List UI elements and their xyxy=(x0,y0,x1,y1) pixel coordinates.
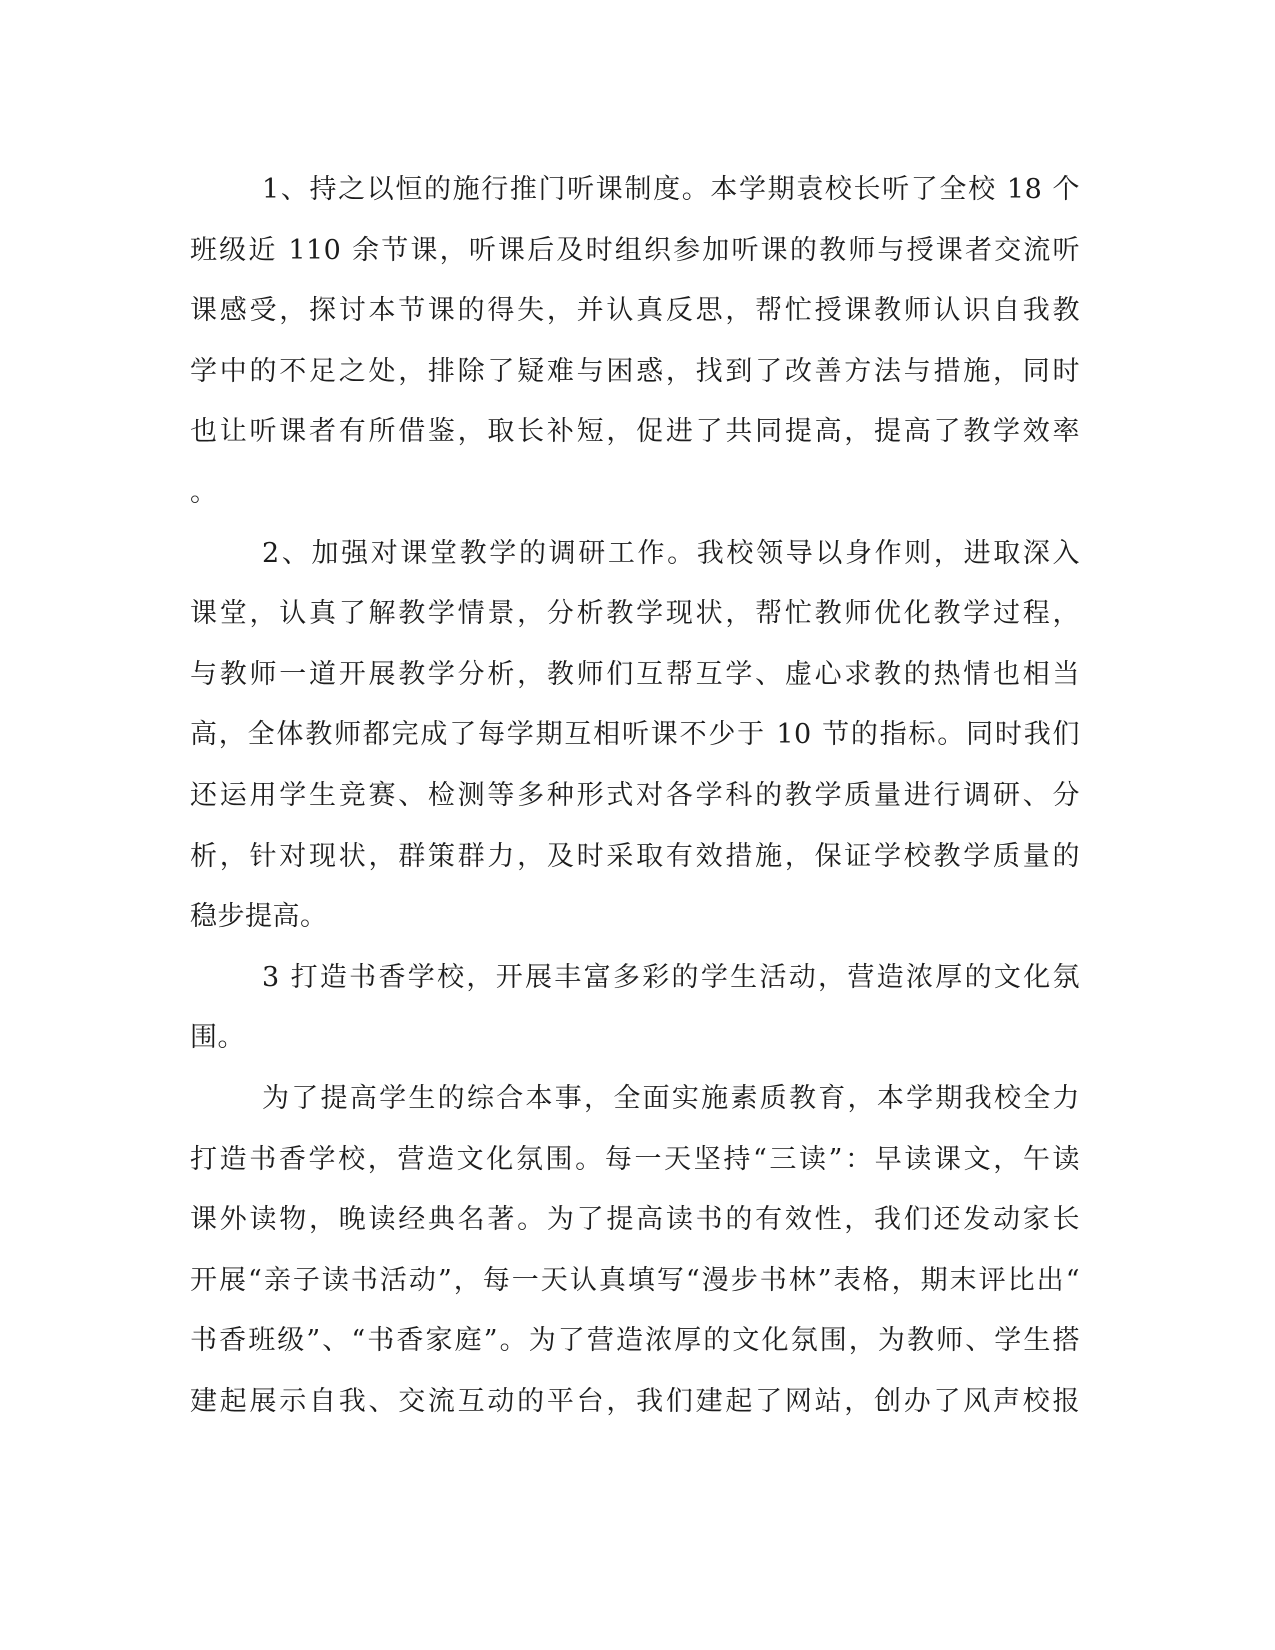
text-line: 学中的不足之处，排除了疑难与困惑，找到了改善方法与措施，同时 xyxy=(190,355,1080,387)
text-line: 为了提高学生的综合本事，全面实施素质教育，本学期我校全力 xyxy=(262,1082,1080,1114)
text-line: 打造书香学校，营造文化氛围。每一天坚持“三读”：早读课文，午读 xyxy=(190,1143,1080,1175)
text-line: 高，全体教师都完成了每学期互相听课不少于 10 节的指标。同时我们 xyxy=(190,719,1080,751)
text-line: 也让听课者有所借鉴，取长补短，促进了共同提高，提高了教学效率 xyxy=(190,416,1080,448)
text-line: 课感受，探讨本节课的得失，并认真反思，帮忙授课教师认识自我教 xyxy=(190,295,1080,327)
text-line: 析，针对现状，群策群力，及时采取有效措施，保证学校教学质量的 xyxy=(190,840,1080,872)
text-line: 1、持之以恒的施行推门听课制度。本学期袁校长听了全校 18 个 xyxy=(262,174,1080,205)
text-line: 2、加强对课堂教学的调研工作。我校领导以身作则，进取深入 xyxy=(262,537,1080,569)
text-line: 。 xyxy=(190,476,218,508)
document-body xyxy=(190,160,1080,1432)
text-line: 围。 xyxy=(190,1022,245,1054)
text-line: 3 打造书香学校，开展丰富多彩的学生活动，营造浓厚的文化氛 xyxy=(262,961,1080,993)
text-line: 班级近 110 余节课，听课后及时组织参加听课的教师与授课者交流听 xyxy=(190,234,1080,266)
text-line: 课堂，认真了解教学情景，分析教学现状，帮忙教师优化教学过程， xyxy=(190,598,1080,630)
text-line: 稳步提高。 xyxy=(190,901,328,933)
text-line: 还运用学生竞赛、检测等多种形式对各学科的教学质量进行调研、分 xyxy=(190,779,1080,811)
text-line: 与教师一道开展教学分析，教师们互帮互学、虚心求教的热情也相当 xyxy=(190,658,1080,690)
text-line: 开展“亲子读书活动”，每一天认真填写“漫步书林”表格，期末评比出“ xyxy=(190,1264,1080,1296)
text-line: 课外读物，晚读经典名著。为了提高读书的有效性，我们还发动家长 xyxy=(190,1204,1080,1236)
text-line: 书香班级”、“书香家庭”。为了营造浓厚的文化氛围，为教师、学生搭 xyxy=(190,1325,1080,1357)
text-line: 建起展示自我、交流互动的平台，我们建起了网站，创办了风声校报 xyxy=(190,1385,1080,1417)
